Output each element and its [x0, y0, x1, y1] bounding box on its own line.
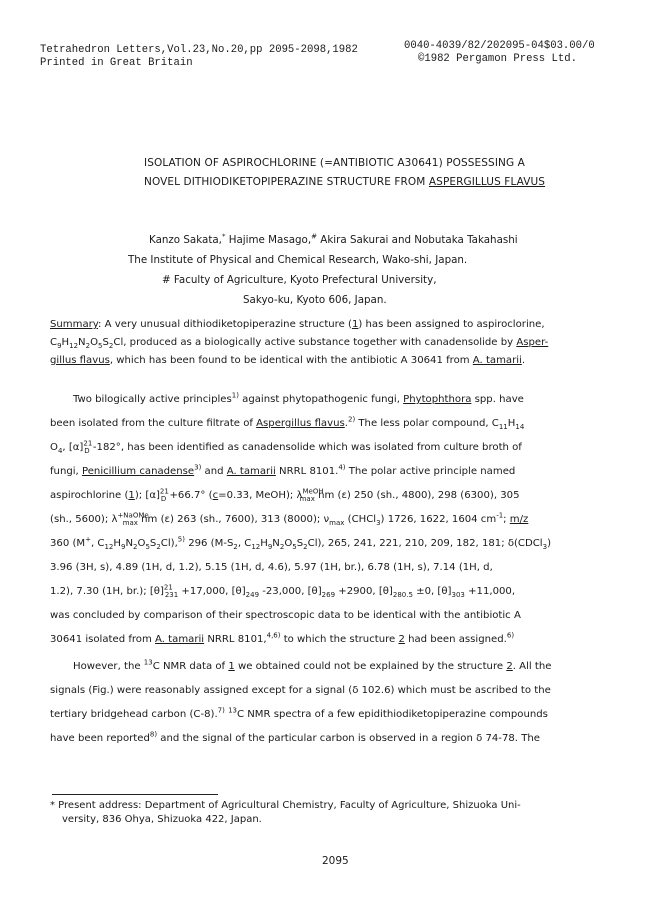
body-line-13: signals (Fig.) were reasonably assigned except for a signal (δ 102.6) which must be ascribed to the	[50, 685, 551, 696]
body-line-11: 30641 isolated from A. tamarii NRRL 8101,$^{4,6)}$ to which the structure 2 had been assigned.$^{6)}$	[50, 631, 515, 645]
title-line-1: ISOLATION OF ASPIROCHLORINE (=ANTIBIOTIC A30641) POSSESSING A	[144, 157, 525, 169]
author-list: Kanzo Sakata,* Hajime Masago,# Akira Sakurai and Nobutaka Takahashi	[149, 232, 518, 246]
copyright-line: ©1982 Pergamon Press Ltd.	[418, 53, 577, 65]
footnote-rule	[52, 794, 218, 795]
body-line-12: However, the $^{13}$C NMR data of 1 we obtained could not be explained by the structure 2. All the	[73, 658, 552, 672]
summary-line-2: $C_9H_{12}N_2O_5S_2Cl$, produced as a biologically active substance together with canadensolide by Asper-	[50, 337, 549, 351]
affiliation-2: # Faculty of Agriculture, Kyoto Prefectural University,	[162, 274, 437, 286]
title-line-2: NOVEL DITHIODIKETOPIPERAZINE STRUCTURE FROM ASPERGILLUS FLAVUS	[144, 176, 546, 188]
footnote-line-1: * Present address: Department of Agricultural Chemistry, Faculty of Agriculture, Shizuoka Uni-	[50, 800, 521, 811]
body-line-3: $O_4$, $[\alpha]^{21}_D$ -182°, has been identified as canadensolide which was isolated from culture broth of	[50, 439, 522, 456]
body-line-15: have been reported$^{8)}$ and the signal of the particular carbon is observed in a region δ 74-78. The	[50, 730, 540, 744]
body-line-9: 1.2), 7.30 (1H, br.); $[\theta]^{21}_{231} +17,000$, $[\theta]_{249}$ -23,000, $[\theta]_{269} +2900$, $[\theta]_{280.5} \pm 0$, $[\theta]_{303} +11,000$,	[50, 583, 516, 600]
body-line-7: 360 (M+, $C_{12}H_9N_2O_5S_2Cl),^{5)}$ 296 ($M-S_2$, $C_{12}H_9N_2O_5S_2Cl$), 265, 241, 221, 210, 209, 182, 181; δ(CDCl$_3$)	[50, 535, 552, 552]
page-number: 2095	[322, 855, 349, 867]
article-code: 0040-4039/82/202095-04$03.00/0	[404, 40, 595, 52]
summary-line-1: Summary: A very unusual dithiodiketopiperazine structure (1) has been assigned to aspiroclorine,	[50, 319, 545, 330]
body-line-1: Two bilogically active principles$^{1)}$ against phytopathogenic fungi, Phytophthora spp. have	[73, 391, 524, 405]
body-line-2: been isolated from the culture filtrate of Aspergillus flavus.$^{2)}$ The less polar compound, $C_{11}H_{14}$	[50, 415, 525, 432]
body-line-5: aspirochlorine (1); $[\alpha]^{21}_D +66.7^\circ$ (c=0.33, MeOH); $\lambda^{MeOH}_{max}$ nm (ε) 250 (sh., 4800), 298 (6300), 305	[50, 487, 520, 504]
summary-line-3: gillus flavus, which has been found to be identical with the antibiotic A 30641 from A. tamarii.	[50, 355, 526, 366]
footnote-line-2: versity, 836 Ohya, Shizuoka 422, Japan.	[62, 814, 262, 825]
body-line-6: (sh., 5600); $\lambda^{+NaOMe}_{max}$ nm (ε) 263 (sh., 7600), 313 (8000); $\nu_{max}$ (CHCl$_3$) 1726, 1622, 1604 $cm^{-1}$; m/z	[50, 511, 529, 528]
journal-citation: Tetrahedron Letters,Vol.23,No.20,pp 2095-2098,1982	[40, 44, 358, 56]
body-line-8: 3.96 (3H, s), 4.89 (1H, d, 1.2), 5.15 (1H, d, 4.6), 5.97 (1H, br.), 6.78 (1H, s), 7.14 (1H, d,	[50, 562, 493, 573]
body-line-14: tertiary bridgehead carbon (C-8).$^{7)}$ $^{13}$C NMR spectra of a few epidithiodiketopiperazine compounds	[50, 706, 548, 720]
printed-in: Printed in Great Britain	[40, 57, 193, 69]
affiliation-3: Sakyo-ku, Kyoto 606, Japan.	[243, 294, 387, 306]
body-line-10: was concluded by comparison of their spectroscopic data to be identical with the antibiotic A	[50, 610, 521, 621]
body-line-4: fungi, Penicillium canadense$^{3)}$ and A. tamarii NRRL 8101.$^{4)}$ The polar active principle named	[50, 463, 516, 477]
affiliation-1: The Institute of Physical and Chemical Research, Wako-shi, Japan.	[128, 254, 468, 266]
